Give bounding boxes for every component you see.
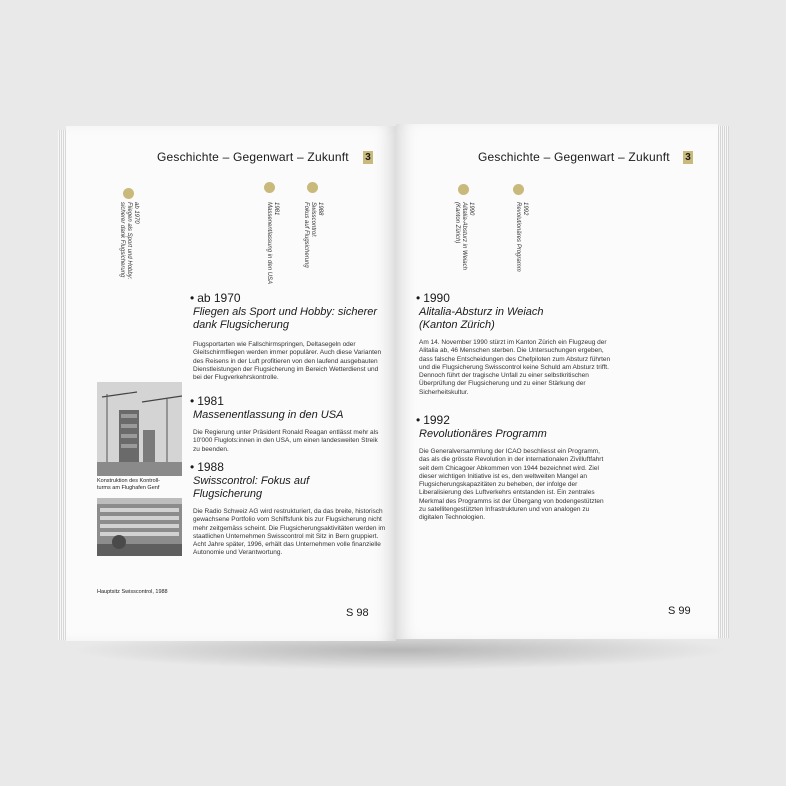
right-page [396, 124, 718, 639]
timeline-dot-1981 [264, 182, 275, 193]
timeline-label-1990: 1990 Alitalia-Absturz in Weiach (Kanton Zürich) [454, 202, 474, 270]
headquarters-photo [97, 498, 182, 556]
right-header-title: Geschichte – Gegenwart – Zukunft [478, 150, 670, 164]
entry-year: ab 1970 [197, 291, 241, 305]
entry-body: Am 14. November 1990 stürzt im Kanton Zürich ein Flugzeug der Alitalia ab, 46 Menschen sterben. Die Untersuchungen ergeben, dass falsche Entscheidungen des Chefpiloten zum Absturz führten und die Flugsicherung Swisscontrol keine Schuld am Absturz trifft. Dennoch führt der tragische Unfall zu einer selbstkritischen Überprüfung der Flugsicherung und zu einer Stärkung der Sicherheitskultur. [419, 339, 611, 396]
entry-body: Die Radio Schweiz AG wird restrukturiert, da das breite, historisch gewachsene Portfolio vom Schiffsfunk bis zur Flugsicherung nicht mehr zeitgemäss scheint. Die Flugsicherungsaktivitäten werden im staatlichen Unternehmen Swisscontrol mit Sitz in Bern gruppiert. Acht Jahre später, 1996, erhält das Unternehmen volle finanzielle Autonomie und Verantwortung. [193, 508, 386, 557]
entry-1988: • 1988 Swisscontrol: Fokus auf Flugsicherung Die Radio Schweiz AG wird restrukturiert, da das breite, historisch gewachsene Portfolio vom Schiffsfunk bis zur Flugsicherung nicht mehr zeitgemäss scheint. Die Flugsicherungsaktivitäten werden im staatlichen Unternehmen Swisscontrol mit Sitz in Bern gruppiert. Acht Jahre später, 1996, erhält das Unternehmen volle finanzielle Autonomie und Verantwortung. [190, 460, 386, 557]
caption-tower: Konstruktion des Kontroll- turms am Flughafen Genf [97, 478, 160, 491]
entry-year: 1990 [423, 291, 450, 305]
entry-body: Die Generalversammlung der ICAO beschliesst ein Programm, das als die grösste Revolution in der internationalen Zivilluftfahrt seit dem Chicagoer Abkommen von 1944 bezeichnet wird. Ziel dieser wichtigen Initiative ist es, den weltweiten Mangel an Flugsicherungskapazitäten zu beheben, der infolge der Liberalisierung des Luftverkehrs entstanden ist. Ein zentrales Merkmal des Programms ist der Übergang von bodengestützten zu satellitengestützten Infrastrukturen und von analogen zu digitalen Technologien. [419, 448, 604, 522]
timeline-dot-1992 [513, 184, 524, 195]
entry-year: 1988 [197, 460, 224, 474]
timeline-dot-1970 [123, 188, 134, 199]
entry-title: Revolutionäres Programm [419, 428, 547, 440]
entry-year: 1981 [197, 394, 224, 408]
timeline-dot-1988 [307, 182, 318, 193]
left-header-title: Geschichte – Gegenwart – Zukunft [157, 150, 349, 164]
timeline-dot-1990 [458, 184, 469, 195]
timeline-label-1988: 1988 Swisscontrol: Fokus auf Flugsicherung [303, 202, 323, 268]
entry-title: Alitalia-Absturz in Weiach (Kanton Zürich) [419, 306, 544, 331]
entry-1970: • ab 1970 Fliegen als Sport und Hobby: sicherer dank Flugsicherung Flugsportarten wie Fallschirmspringen, Deltasegeln oder Gleitschirmfliegen werden immer populärer. Auch diese Varianten des Reisens in der Luft profitieren von den laufend ausgebauten Dienstleistungen der Flugsicherung im Bereich Wetterdienst und bei der Flugverkehrskontrolle. [190, 291, 386, 382]
entry-title: Swisscontrol: Fokus auf Flugsicherung [193, 475, 310, 500]
left-page-number: S 98 [346, 607, 369, 619]
left-chapter-number: 3 [363, 151, 373, 164]
entry-title: Fliegen als Sport und Hobby: sicherer dank Flugsicherung [193, 306, 378, 331]
caption-headquarters: Hauptsitz Swisscontrol, 1988 [97, 589, 168, 595]
right-page-number: S 99 [668, 605, 691, 617]
timeline-label-1970: ab 1970 Fliegen als Sport und Hobby: sicherer dank Flugsicherung [119, 202, 139, 280]
entry-1992: • 1992 Revolutionäres Programm Die Generalversammlung der ICAO beschliesst ein Programm, das als die grösste Revolution in der internationalen Zivilluftfahrt seit dem Chicagoer Abkommen von 1944 bezeichnet wird. Ziel dieser wichtigen Initiative ist es, den weltweiten Mangel an Flugsicherungskapazitäten zu beheben, der infolge der Liberalisierung des Luftverkehrs entstanden ist. Ein zentrales Merkmal des Programms ist der Übergang von bodengestützten zu satellitengestützten Infrastrukturen und von analogen zu digitalen Technologien. [416, 413, 612, 523]
entry-body: Flugsportarten wie Fallschirmspringen, Deltasegeln oder Gleitschirmfliegen werden immer populärer. Auch diese Varianten des Reisens in der Luft profitieren von den laufend ausgebauten Dienstleistungen der Flugsicherung im Bereich Wetterdienst und bei der Flugverkehrskontrolle. [193, 341, 382, 382]
tower-construction-photo [97, 382, 182, 476]
timeline-label-1992: 1992 Revolutionäres Programm [515, 202, 528, 272]
right-chapter-number: 3 [683, 151, 693, 164]
entry-1990: • 1990 Alitalia-Absturz in Weiach (Kanton Zürich) Am 14. November 1990 stürzt im Kanton Zürich ein Flugzeug der Alitalia ab, 46 Menschen sterben. Die Untersuchungen ergeben, dass falsche Entscheidungen des Chefpiloten zum Absturz führten und die Flugsicherung Swisscontrol keine Schuld am Absturz trifft. Dennoch führt der tragische Unfall zu einer selbstkritischen Überprüfung der Flugsicherung und zu einer Stärkung der Sicherheitskultur. [416, 291, 611, 396]
left-page [66, 126, 396, 641]
entry-title: Massenentlassung in den USA [193, 409, 344, 421]
entry-body: Die Regierung unter Präsident Ronald Reagan entlässt mehr als 10'000 Fluglots:innen in den USA, um einen landesweiten Streik zu beenden. [193, 429, 379, 453]
timeline-label-1981: 1981 Massenentlassung in den USA [266, 202, 279, 285]
entry-year: 1992 [423, 413, 450, 427]
entry-1981: • 1981 Massenentlassung in den USA Die Regierung unter Präsident Ronald Reagan entlässt mehr als 10'000 Fluglots:innen in den USA, um einen landesweiten Streik zu beenden. [190, 394, 386, 454]
